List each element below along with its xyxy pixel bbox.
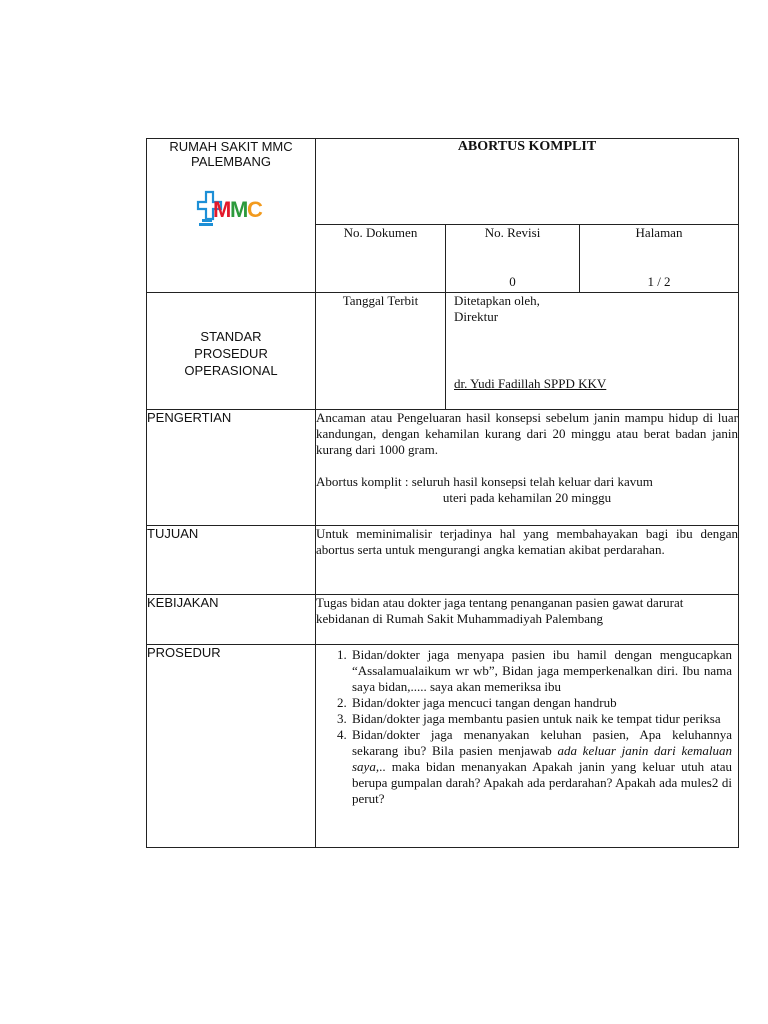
hospital-name-line2: PALEMBANG xyxy=(191,154,271,169)
tanggal-terbit-label: Tanggal Terbit xyxy=(316,293,446,410)
prosedur-steps-list xyxy=(316,647,732,807)
sop-line2: PROSEDUR xyxy=(194,345,268,361)
step-4-text-c: .. maka bidan menanyakan Apakah janin yang keluar utuh atau berupa gumpalan darah? Apakah ada perdarahan? Apakah ada mules2 di perut? xyxy=(352,759,732,806)
no-dokumen-cell xyxy=(316,225,446,293)
ditetapkan-label: Ditetapkan oleh, xyxy=(454,293,540,308)
prosedur-step-4 xyxy=(350,727,732,807)
kebijakan-label: KEBIJAKAN xyxy=(147,595,316,645)
no-revisi-cell xyxy=(446,225,580,293)
pengertian-paragraph-2b: uteri pada kehamilan 20 minggu xyxy=(442,490,612,505)
prosedur-label: PROSEDUR xyxy=(147,645,316,848)
svg-text:M: M xyxy=(230,197,247,222)
prosedur-step-2: 2. Bidan/dokter jaga mencuci tangan dengan handrub xyxy=(350,695,732,711)
document-title: ABORTUS KOMPLIT xyxy=(316,139,739,225)
prosedur-step-3: 3. Bidan/dokter jaga membantu pasien untuk naik ke tempat tidur periksa xyxy=(350,711,732,727)
mmc-logo xyxy=(196,183,266,229)
sop-line3: OPERASIONAL xyxy=(184,362,278,378)
pengertian-paragraph-1: Ancaman atau Pengeluaran hasil konsepsi sebelum janin mampu hidup di luar kandungan, dengan kehamilan kurang dari 20 minggu atau berat badan janin kurang dari 1000 gram. xyxy=(316,410,738,457)
no-dokumen-label: No. Dokumen xyxy=(343,225,418,240)
sop-document-table xyxy=(146,138,739,848)
tujuan-content: Untuk meminimalisir terjadinya hal yang membahayakan bagi ibu dengan abortus serta untuk mengurangi angka kematian akibat perdarahan. xyxy=(316,526,739,595)
ditetapkan-cell xyxy=(446,293,739,410)
step-4-text-italic: ada keluar janin dari kemaluan saya, xyxy=(352,743,732,774)
no-revisi-value: 0 xyxy=(509,274,516,289)
svg-text:M: M xyxy=(213,197,230,222)
pengertian-content xyxy=(316,410,739,526)
pengertian-label: PENGERTIAN xyxy=(147,410,316,526)
halaman-label: Halaman xyxy=(635,225,683,240)
step-4-text-a: Bidan/dokter jaga menanyakan keluhan pasien, Apa keluhannya sekarang ibu? Bila pasien menjawab xyxy=(352,727,732,758)
prosedur-step-1: 1. Bidan/dokter jaga menyapa pasien ibu hamil dengan mengucapkan “Assalamualaikum wr wb”, Bidan jaga memperkenalkan diri. Ibu nama saya bidan,..... saya akan memeriksa ibu xyxy=(350,647,732,695)
pengertian-paragraph-2a: Abortus komplit : seluruh hasil konsepsi telah keluar dari kavum xyxy=(316,474,653,489)
sop-line1: STANDAR xyxy=(200,328,262,344)
tujuan-label: TUJUAN xyxy=(147,526,316,595)
no-revisi-label: No. Revisi xyxy=(484,225,541,240)
halaman-cell xyxy=(580,225,739,293)
sop-label-cell xyxy=(147,293,316,410)
hospital-header-cell xyxy=(147,139,316,293)
hospital-name-line1: RUMAH SAKIT MMC xyxy=(169,139,293,154)
jabatan: Direktur xyxy=(454,309,499,324)
kebijakan-content: Tugas bidan atau dokter jaga tentang penanganan pasien gawat darurat kebidanan di Rumah Sakit Muhammadiyah Palembang xyxy=(316,595,739,645)
svg-text:C: C xyxy=(247,197,263,222)
prosedur-content xyxy=(316,645,739,848)
halaman-value: 1 / 2 xyxy=(647,274,671,289)
signer-name: dr. Yudi Fadillah SPPD KKV xyxy=(454,376,607,391)
